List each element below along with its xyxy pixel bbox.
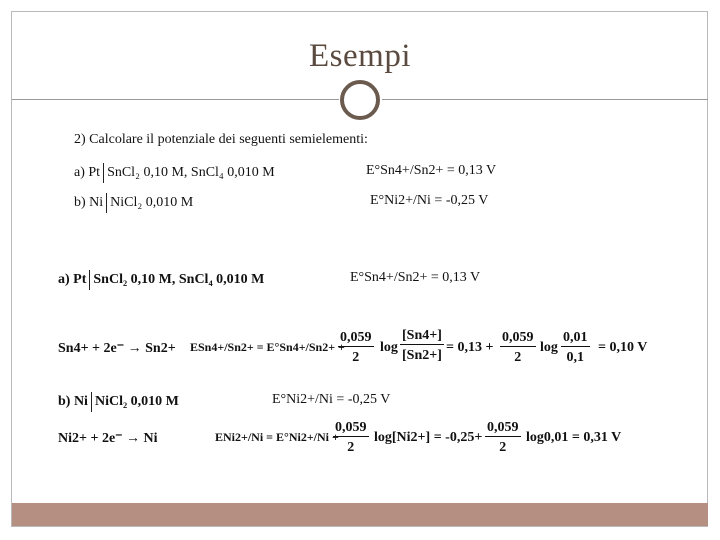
- problem-a-potential: E°Sn4+/Sn2+ = 0,13 V: [366, 163, 497, 178]
- solution-a-concentration-ratio: $\frac{[Sn4+]}{[Sn2+]}$: [402, 328, 442, 363]
- solution-b-fraction-1: $\frac{0,059}{2}$: [335, 420, 367, 455]
- footer-bar: [12, 503, 708, 526]
- solution-a-reaction: Sn4+ + 2e⁻ → Sn2+: [58, 341, 176, 356]
- solution-b-fraction-2: $\frac{0,059}{2}$: [487, 420, 519, 455]
- problem-b-label: b) Ni NiCl₂ 0,010 M: [74, 193, 193, 213]
- divider-circle-ornament: [340, 80, 380, 120]
- solution-b-reaction: Ni2+ + 2e⁻ → Ni: [58, 431, 158, 446]
- solution-b-log-1: log[Ni2+] = -0,25+: [374, 430, 483, 445]
- solution-a-nernst-lhs: ESn4+/Sn2+ = E°Sn4+/Sn2+ +: [190, 340, 345, 354]
- solution-b-result: log0,01 = 0,31 V: [526, 430, 622, 445]
- solution-a-fraction-3: $\frac{0,01}{0,1}$: [563, 330, 588, 365]
- problem-b-potential: E°Ni2+/Ni = -0,25 V: [370, 193, 489, 208]
- solution-b-nernst-lhs: ENi2+/Ni = E°Ni2+/Ni +: [215, 430, 339, 444]
- solution-a-header: a) Pt SnCl₂ 0,10 M, SnCl₄ 0,010 M: [58, 270, 264, 290]
- solution-a-fraction-2: $\frac{0,059}{2}$: [502, 330, 534, 365]
- solution-a-result: = 0,10 V: [598, 340, 648, 355]
- solution-a-log-1: log: [380, 340, 398, 355]
- solution-a-potential: E°Sn4+/Sn2+ = 0,13 V: [350, 270, 481, 285]
- problem-heading: 2) Calcolare il potenziale dei seguenti semielementi:: [74, 132, 368, 147]
- solution-a-fraction-1: $\frac{0,059}{2}$: [340, 330, 372, 365]
- problem-a-label: a) Pt SnCl₂ 0,10 M, SnCl₄ 0,010 M: [74, 163, 275, 183]
- solution-b-header: b) Ni NiCl₂ 0,010 M: [58, 392, 179, 412]
- solution-b-potential: E°Ni2+/Ni = -0,25 V: [272, 392, 391, 407]
- title-divider-left: [12, 99, 339, 100]
- title-divider-right: [382, 99, 708, 100]
- solution-a-log-2: log: [540, 340, 558, 355]
- slide-title: Esempi: [309, 38, 411, 74]
- solution-a-mid: = 0,13 +: [446, 340, 494, 355]
